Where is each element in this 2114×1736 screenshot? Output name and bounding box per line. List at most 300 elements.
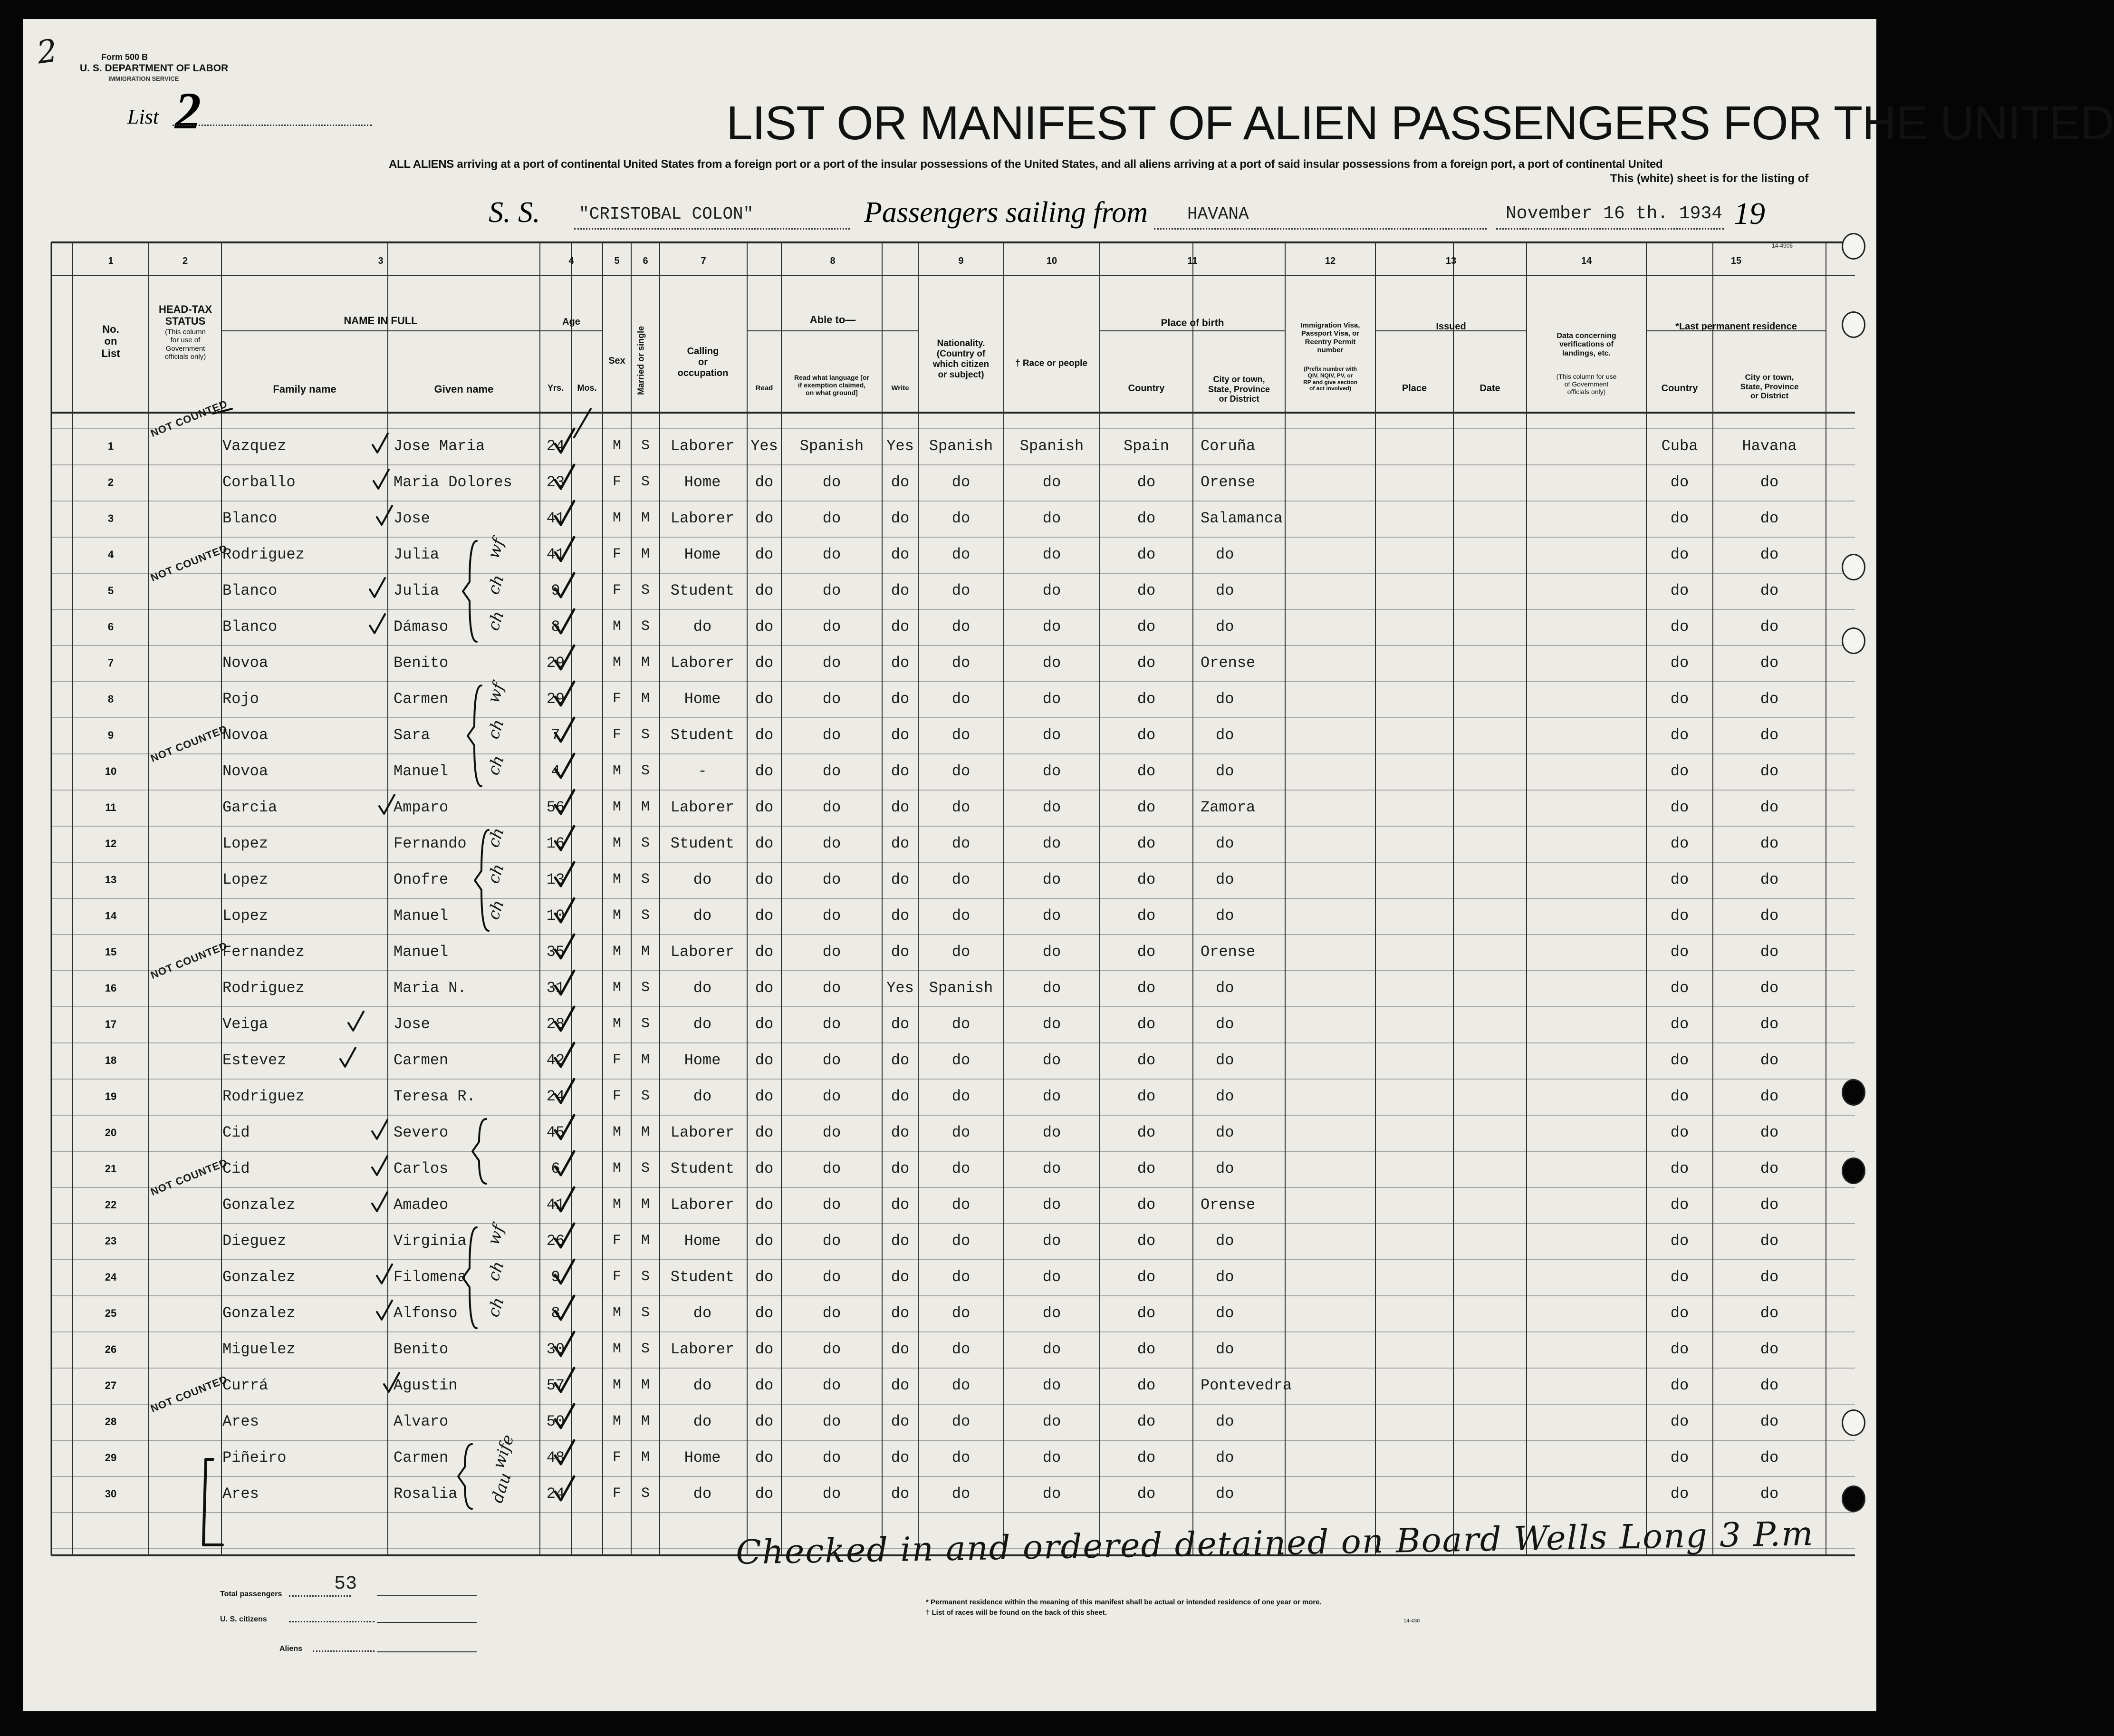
footer-note-residence: * Permanent residence within the meaning of this manifest shall be actual or intended residence of one year or more. <box>926 1598 1322 1606</box>
row-number: 30 <box>105 1488 117 1500</box>
birth-city: do <box>1216 1088 1234 1106</box>
column-number: 3 <box>378 256 384 266</box>
footer-aliens-dots <box>313 1650 375 1652</box>
read-language: do <box>822 473 841 492</box>
occupation: do <box>693 1088 712 1106</box>
birth-city: do <box>1216 1413 1234 1431</box>
footer-aliens-line <box>377 1651 477 1652</box>
can-write: do <box>891 546 910 564</box>
read-language: do <box>822 726 841 744</box>
birth-city: do <box>1216 1485 1234 1503</box>
marital-status: M <box>641 1413 650 1430</box>
residence-country: do <box>1670 943 1689 961</box>
residence-city: do <box>1760 1088 1779 1106</box>
occupation: Student <box>670 1160 735 1178</box>
birth-city: do <box>1216 1051 1234 1070</box>
can-write: do <box>891 1413 910 1431</box>
can-write: do <box>891 1377 910 1395</box>
footer-total-value: 53 <box>334 1573 357 1595</box>
binder-hole <box>1842 233 1865 260</box>
relationship-note: wf <box>484 680 509 706</box>
marital-status: M <box>641 1449 650 1466</box>
age-years: 30 <box>546 1341 565 1359</box>
can-read: do <box>755 1341 774 1359</box>
family-name: Rojo <box>222 690 259 708</box>
race: do <box>1042 726 1061 744</box>
row-number: 13 <box>105 874 117 886</box>
not-counted-stamp: NOT COUNTED <box>149 939 230 982</box>
residence-country: do <box>1670 1124 1689 1142</box>
marital-status: S <box>641 1341 650 1358</box>
occupation: Laborer <box>670 799 735 817</box>
family-name: Estevez <box>222 1051 287 1070</box>
age-years: 24 <box>546 1485 565 1503</box>
sailing-date: November 16 th. 1934 <box>1506 203 1723 224</box>
sex: M <box>612 907 621 924</box>
birth-country: do <box>1137 1015 1156 1033</box>
family-name: Miguelez <box>222 1341 296 1359</box>
row-number: 27 <box>105 1379 117 1392</box>
read-language: do <box>822 943 841 961</box>
birth-country: do <box>1137 1341 1156 1359</box>
age-years: 35 <box>546 943 565 961</box>
birth-country: do <box>1137 1485 1156 1503</box>
given-name: Alvaro <box>394 1413 449 1431</box>
column-number: 14 <box>1581 256 1592 266</box>
column-number: 9 <box>958 256 964 266</box>
sex: F <box>612 582 621 599</box>
can-read: do <box>755 799 774 817</box>
row-number: 22 <box>105 1199 117 1211</box>
residence-country: do <box>1670 546 1689 564</box>
sex: M <box>612 1196 621 1213</box>
can-write: do <box>891 473 910 492</box>
birth-city: Orense <box>1201 943 1256 961</box>
nationality: do <box>951 1015 971 1033</box>
read-language: do <box>822 546 841 564</box>
marital-status: S <box>641 618 650 635</box>
birth-city: do <box>1216 835 1234 853</box>
header-head-tax-note: (This column for use of Government officials only) <box>164 328 206 361</box>
age-years: 7 <box>551 726 560 744</box>
marital-status: M <box>641 1052 650 1069</box>
birth-city: do <box>1216 546 1234 564</box>
sex: M <box>612 980 621 996</box>
can-read: do <box>755 1268 774 1286</box>
row-number: 28 <box>105 1416 117 1428</box>
birth-country: do <box>1137 690 1156 708</box>
marital-status: M <box>641 1233 650 1249</box>
service: IMMIGRATION SERVICE <box>108 75 179 82</box>
binder-hole <box>1842 1409 1865 1436</box>
race: do <box>1042 943 1061 961</box>
age-years: 50 <box>546 1413 565 1431</box>
read-language: do <box>822 1304 841 1322</box>
family-name: Cid <box>222 1160 250 1178</box>
marital-status: M <box>641 510 650 527</box>
year-label: 19 <box>1734 196 1765 231</box>
age-years: 31 <box>546 979 565 997</box>
age-years: 10 <box>546 907 565 925</box>
age-years: 13 <box>546 871 565 889</box>
race: do <box>1042 1485 1061 1503</box>
header-read-language: Read what language [or if exemption claimed, on what ground] <box>794 374 869 397</box>
can-write: do <box>891 726 910 744</box>
age-years: 28 <box>546 1015 565 1033</box>
occupation: do <box>693 1377 712 1395</box>
marital-status: M <box>641 944 650 960</box>
family-name: Blanco <box>222 618 278 636</box>
row-number: 20 <box>105 1127 117 1139</box>
row-number: 19 <box>105 1090 117 1103</box>
nationality: do <box>951 654 971 672</box>
header-birth-country: Country <box>1128 383 1165 394</box>
residence-city: do <box>1760 1051 1779 1070</box>
family-name: Gonzalez <box>222 1268 296 1286</box>
sex: M <box>612 1016 621 1032</box>
birth-country: do <box>1137 618 1156 636</box>
can-read: do <box>755 943 774 961</box>
row-number: 4 <box>107 549 114 561</box>
residence-city: do <box>1760 618 1779 636</box>
can-write: do <box>891 510 910 528</box>
can-read: do <box>755 618 774 636</box>
birth-city: do <box>1216 1268 1234 1286</box>
given-name: Maria Dolores <box>394 473 512 492</box>
can-read: do <box>755 654 774 672</box>
read-language: do <box>822 1268 841 1286</box>
can-write: Yes <box>886 437 914 455</box>
nationality: do <box>951 1232 971 1250</box>
header-name-in-full: NAME IN FULL <box>344 315 418 327</box>
family-name: Cid <box>222 1124 250 1142</box>
can-write: Yes <box>886 979 914 997</box>
can-read: do <box>755 726 774 744</box>
residence-country: do <box>1670 871 1689 889</box>
race: do <box>1042 690 1061 708</box>
relationship-note: dau <box>488 1470 515 1505</box>
header-age: Age <box>562 317 580 327</box>
header-sex: Sex <box>608 356 625 366</box>
residence-city: do <box>1760 1377 1779 1395</box>
family-name: Gonzalez <box>222 1304 296 1322</box>
family-name: Rodriguez <box>222 546 305 564</box>
can-write: do <box>891 1341 910 1359</box>
birth-country: do <box>1137 546 1156 564</box>
row-number: 26 <box>105 1343 117 1356</box>
birth-city: do <box>1216 1449 1234 1467</box>
family-name: Dieguez <box>222 1232 287 1250</box>
ship-name: "CRISTOBAL COLON" <box>579 204 754 224</box>
sailing-label: Passengers sailing from <box>864 196 1148 229</box>
relationship-note: ch <box>484 1259 508 1283</box>
birth-country: do <box>1137 871 1156 889</box>
row-number: 5 <box>107 585 114 597</box>
header-race: † Race or people <box>1015 358 1088 368</box>
can-read: do <box>755 510 774 528</box>
relationship-note: ch <box>484 717 508 742</box>
nationality: do <box>951 582 971 600</box>
sex: F <box>612 1233 621 1249</box>
not-counted-stamp: NOT COUNTED <box>149 542 230 584</box>
can-read: do <box>755 1160 774 1178</box>
can-read: do <box>755 1304 774 1322</box>
occupation: Home <box>684 1449 721 1467</box>
residence-city: do <box>1760 1160 1779 1178</box>
marital-status: S <box>641 907 650 924</box>
marital-status: M <box>641 546 650 563</box>
column-number: 11 <box>1187 256 1198 266</box>
residence-country: do <box>1670 1196 1689 1214</box>
sex: M <box>612 835 621 852</box>
birth-city: Coruña <box>1201 437 1256 455</box>
residence-country: do <box>1670 1449 1689 1467</box>
birth-country: do <box>1137 726 1156 744</box>
marital-status: M <box>641 1124 650 1141</box>
can-write: do <box>891 1449 910 1467</box>
row-number: 9 <box>107 729 114 742</box>
occupation: - <box>698 762 707 781</box>
nationality: do <box>951 1304 971 1322</box>
binder-hole <box>1842 554 1865 580</box>
age-years: 23 <box>546 473 565 492</box>
sex: F <box>612 1052 621 1069</box>
race: do <box>1042 546 1061 564</box>
race: do <box>1042 473 1061 492</box>
family-name: Vazquez <box>222 437 287 455</box>
birth-city: do <box>1216 582 1234 600</box>
age-years: 6 <box>551 1160 560 1178</box>
residence-country: do <box>1670 1413 1689 1431</box>
read-language: do <box>822 979 841 997</box>
occupation: do <box>693 1413 712 1431</box>
given-name: Virginia <box>394 1232 467 1250</box>
residence-city: do <box>1760 1449 1779 1467</box>
footer-code: 14-430 <box>1403 1618 1420 1624</box>
footer-total-label: Total passengers <box>220 1590 282 1598</box>
residence-city: do <box>1760 943 1779 961</box>
row-number: 16 <box>105 982 117 994</box>
header-place-of-birth: Place of birth <box>1161 318 1224 328</box>
race: do <box>1042 510 1061 528</box>
birth-country: do <box>1137 1051 1156 1070</box>
birth-city: Salamanca <box>1201 510 1283 528</box>
nationality: do <box>951 1413 971 1431</box>
race: Spanish <box>1019 437 1084 455</box>
can-read: do <box>755 907 774 925</box>
header-nationality: Nationality. (Country of which citizen or subject) <box>932 338 990 380</box>
marital-status: S <box>641 474 650 491</box>
race: do <box>1042 1088 1061 1106</box>
nationality: do <box>951 510 971 528</box>
birth-country: do <box>1137 1232 1156 1250</box>
occupation: Laborer <box>670 510 735 528</box>
sex: M <box>612 1341 621 1358</box>
residence-city: do <box>1760 582 1779 600</box>
occupation: Home <box>684 473 721 492</box>
column-number: 8 <box>830 256 836 266</box>
birth-city: do <box>1216 907 1234 925</box>
residence-city: do <box>1760 1485 1779 1503</box>
family-name: Blanco <box>222 582 278 600</box>
race: do <box>1042 1413 1061 1431</box>
can-read: do <box>755 979 774 997</box>
column-number: 12 <box>1325 256 1336 266</box>
sex: F <box>612 727 621 743</box>
nationality: do <box>951 1449 971 1467</box>
race: do <box>1042 762 1061 781</box>
age-years: 24 <box>546 1088 565 1106</box>
footer-aliens-label: Aliens <box>279 1645 303 1653</box>
sex: F <box>612 1269 621 1285</box>
row-number: 23 <box>105 1235 117 1247</box>
column-number: 15 <box>1730 256 1742 266</box>
given-name: Onofre <box>394 871 449 889</box>
header-last-residence: *Last permanent residence <box>1675 321 1797 332</box>
residence-country: do <box>1670 1160 1689 1178</box>
row-number: 8 <box>107 693 114 705</box>
residence-country: do <box>1670 1088 1689 1106</box>
residence-country: do <box>1670 1051 1689 1070</box>
sex: F <box>612 1449 621 1466</box>
column-number: 10 <box>1046 256 1057 266</box>
can-write: do <box>891 1124 910 1142</box>
header-married: Married or single <box>636 326 646 395</box>
can-read: do <box>755 1485 774 1503</box>
ss-label: S. S. <box>489 196 540 229</box>
read-language: do <box>822 1015 841 1033</box>
residence-country: do <box>1670 510 1689 528</box>
birth-country: do <box>1137 835 1156 853</box>
can-read: do <box>755 582 774 600</box>
header-head-tax: HEAD-TAX STATUS <box>158 303 212 328</box>
relationship-note: ch <box>484 897 508 922</box>
relationship-note: ch <box>484 572 508 597</box>
row-number: 24 <box>105 1271 117 1283</box>
marital-status: S <box>641 835 650 852</box>
row-number: 3 <box>107 512 114 525</box>
list-number: 2 <box>175 82 201 140</box>
sex: M <box>612 510 621 527</box>
port-underline <box>1154 228 1487 230</box>
birth-city: do <box>1216 1015 1234 1033</box>
can-read: do <box>755 1015 774 1033</box>
residence-city: do <box>1760 979 1779 997</box>
sex: F <box>612 474 621 491</box>
binder-hole <box>1842 1079 1865 1106</box>
header-res-city: City or town, State, Province or District <box>1740 373 1799 401</box>
birth-city: do <box>1216 979 1234 997</box>
nationality: do <box>951 1196 971 1214</box>
relationship-note: wf <box>484 1222 509 1248</box>
age-years: 4 <box>551 762 560 781</box>
can-read: do <box>755 1449 774 1467</box>
given-name: Manuel <box>394 907 449 925</box>
given-name: Julia <box>394 582 440 600</box>
residence-city: do <box>1760 799 1779 817</box>
family-name: Novoa <box>222 654 269 672</box>
age-years: 9 <box>551 1268 560 1286</box>
age-years: 29 <box>546 690 565 708</box>
given-name: Amparo <box>394 799 449 817</box>
race: do <box>1042 654 1061 672</box>
residence-country: do <box>1670 726 1689 744</box>
occupation: Home <box>684 690 721 708</box>
occupation: do <box>693 1485 712 1503</box>
column-number: 6 <box>643 256 648 266</box>
family-name: Corballo <box>222 473 296 492</box>
nationality: do <box>951 1485 971 1503</box>
age-years: 48 <box>546 1449 565 1467</box>
nationality: do <box>951 726 971 744</box>
can-read: do <box>755 762 774 781</box>
residence-country: do <box>1670 979 1689 997</box>
sex: M <box>612 763 621 780</box>
race: do <box>1042 979 1061 997</box>
read-language: do <box>822 1377 841 1395</box>
given-name: Carmen <box>394 690 449 708</box>
marital-status: S <box>641 1088 650 1105</box>
can-read: do <box>755 1232 774 1250</box>
header-read: Read <box>755 384 773 392</box>
can-read: Yes <box>750 437 778 455</box>
birth-country: do <box>1137 1304 1156 1322</box>
relationship-note: ch <box>484 753 508 778</box>
race: do <box>1042 618 1061 636</box>
residence-country: do <box>1670 907 1689 925</box>
read-language: do <box>822 1413 841 1431</box>
column-number: 13 <box>1445 256 1457 266</box>
age-years: 41 <box>546 546 565 564</box>
header-no-on-list: No. on List <box>101 323 120 359</box>
header-birth-city: City or town, State, Province or District <box>1208 375 1270 404</box>
given-name: Maria N. <box>394 979 467 997</box>
can-write: do <box>891 871 910 889</box>
birth-country: do <box>1137 1268 1156 1286</box>
residence-country: do <box>1670 762 1689 781</box>
occupation: Laborer <box>670 654 735 672</box>
race: do <box>1042 582 1061 600</box>
marital-status: S <box>641 1160 650 1177</box>
residence-country: do <box>1670 582 1689 600</box>
ship-underline <box>574 228 850 230</box>
row-number: 25 <box>105 1307 117 1320</box>
given-name: Benito <box>394 1341 449 1359</box>
row-number: 2 <box>107 476 114 489</box>
given-name: Filomena <box>394 1268 467 1286</box>
can-write: do <box>891 654 910 672</box>
subtitle-line1: ALL ALIENS arriving at a port of continental United States from a foreign port or a port of the insular possessions of the United States, and all aliens arriving at a port of said insular possessions from a foreign port, a port of continental United <box>389 158 1663 171</box>
header-visa: Immigration Visa, Passport Visa, or Reentry Permit number <box>1300 321 1360 354</box>
residence-country: do <box>1670 1268 1689 1286</box>
not-counted-stamp: NOT COUNTED <box>149 1156 230 1198</box>
given-name: Manuel <box>394 762 449 781</box>
given-name: Manuel <box>394 943 449 961</box>
row-number: 7 <box>107 657 114 669</box>
birth-country: do <box>1137 1088 1156 1106</box>
race: do <box>1042 1015 1061 1033</box>
not-counted-stamp: NOT COUNTED <box>149 1373 230 1415</box>
can-read: do <box>755 1051 774 1070</box>
residence-city: do <box>1760 1015 1779 1033</box>
given-name: Severo <box>394 1124 449 1142</box>
can-write: do <box>891 799 910 817</box>
occupation: Home <box>684 1051 721 1070</box>
residence-city: do <box>1760 473 1779 492</box>
family-name: Novoa <box>222 762 269 781</box>
given-name: Jose <box>394 1015 430 1033</box>
family-name: Ares <box>222 1413 259 1431</box>
